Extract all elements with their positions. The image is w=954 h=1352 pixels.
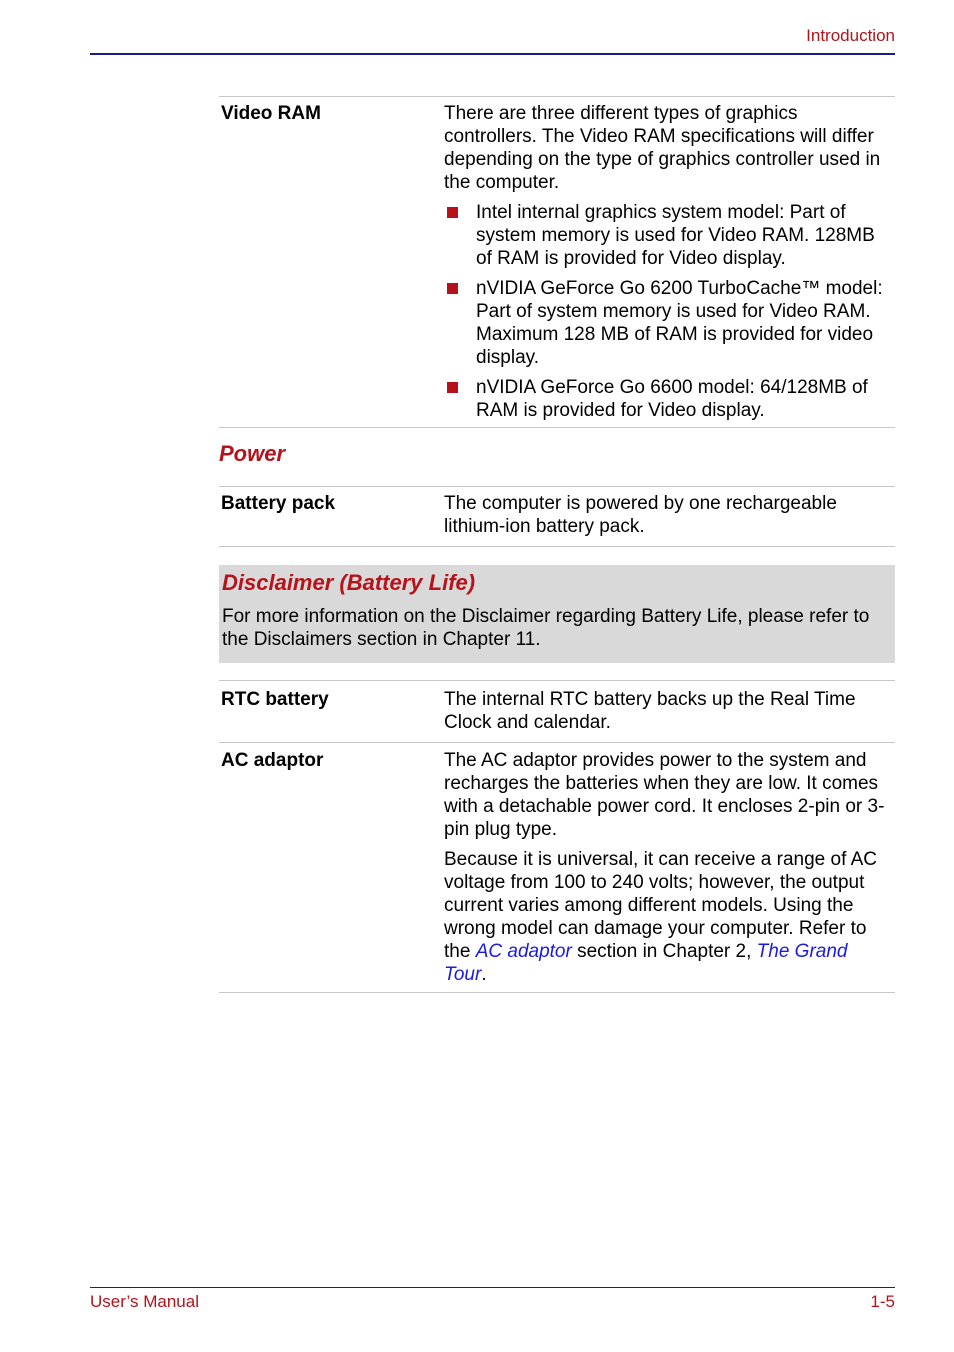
table-rule [219, 680, 895, 681]
spec-description: The internal RTC battery backs up the Real Time Clock and calendar. [444, 689, 856, 733]
list-item [444, 201, 889, 270]
disclaimer-title: Disclaimer (Battery Life) [222, 570, 476, 595]
cross-reference-link[interactable]: AC adaptor [475, 941, 572, 962]
header-rule [90, 53, 895, 55]
bullet-list [444, 201, 889, 422]
list-item-text: nVIDIA GeForce Go 6600 model: 64/128MB of RAM is provided for Video display. [476, 377, 868, 421]
table-rule [219, 486, 895, 487]
footer-page-number: 1-5 [870, 1292, 895, 1311]
spec-term: Video RAM [221, 103, 321, 124]
spec-paragraph: The AC adaptor provides power to the system and recharges the batteries when they are low. It comes with a detachable power cord. It encloses 2-pin or 3-pin plug type. [444, 750, 885, 840]
spec-description [444, 102, 889, 429]
spec-intro: There are three different types of graphics controllers. The Video RAM specifications will differ depending on the type of graphics controller used in the computer. [444, 103, 881, 193]
spec-term: AC adaptor [221, 750, 324, 771]
paragraph-text: section in Chapter 2, [571, 941, 757, 962]
square-bullet-icon [447, 382, 458, 393]
paragraph-text: Because it is universal, it can receive a range of AC voltage from 100 to 240 volts; however, the output current varies among different models. Using the wrong model can damage your computer. Refer to the [444, 849, 878, 962]
paragraph-text: . [481, 964, 487, 985]
footer-manual-title: User’s Manual [90, 1292, 199, 1311]
list-item [444, 376, 889, 422]
table-rule-top [219, 96, 895, 97]
spec-term: RTC battery [221, 689, 329, 710]
table-rule-bottom [219, 992, 895, 993]
table-rule [219, 546, 895, 547]
list-item [444, 277, 889, 369]
footer-rule [90, 1287, 895, 1288]
disclaimer-body: For more information on the Disclaimer regarding Battery Life, please refer to the Disclaimers section in Chapter 11. [222, 606, 870, 650]
running-header-title: Introduction [806, 26, 895, 45]
cross-reference-link[interactable]: The Grand Tour [444, 941, 848, 985]
spec-paragraph [444, 848, 889, 986]
square-bullet-icon [447, 283, 458, 294]
list-item-text: nVIDIA GeForce Go 6200 TurboCache™ model: Part of system memory is used for Video RAM. Maximum 128 MB of RAM is provided for video display. [476, 278, 883, 368]
square-bullet-icon [447, 207, 458, 218]
list-item-text: Intel internal graphics system model: Part of system memory is used for Video RAM. 128MB of RAM is provided for Video display. [476, 202, 875, 269]
spec-description [444, 749, 889, 993]
section-heading-power: Power [219, 441, 286, 466]
table-rule [219, 742, 895, 743]
disclaimer-callout [219, 565, 895, 663]
table-rule [219, 427, 895, 428]
spec-term: Battery pack [221, 493, 336, 514]
spec-description: The computer is powered by one rechargeable lithium-ion battery pack. [444, 493, 837, 537]
